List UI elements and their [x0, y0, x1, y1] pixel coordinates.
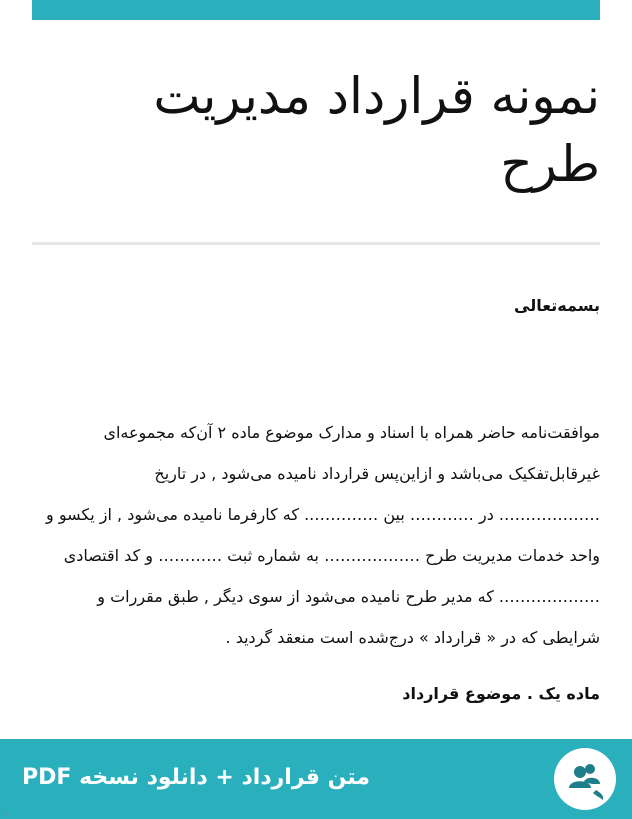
paragraph-line: ………………. در ………… بین ………….. که کارفرما نامیده می‌شود , از یکسو و: [46, 505, 600, 524]
section-heading: ماده یک . موضوع قرارداد: [402, 684, 600, 703]
paragraph-line: شرایطی که در « قرارداد » درج‌شده است منعقد گردید .: [225, 628, 600, 647]
paragraph-line: ………………. که مدیر طرح نامیده می‌شود از سوی دیگر , طبق مقررات و: [97, 587, 600, 606]
top-accent-bar: [32, 0, 600, 20]
paragraph-line: موافقت‌نامه حاضر همراه با اسناد و مدارک موضوع ماده ۲ آن‌که مجموعه‌ای: [103, 423, 600, 442]
title-divider: [32, 242, 600, 245]
users-circle-logo-icon[interactable]: [554, 748, 616, 810]
download-banner-label[interactable]: متن قرارداد + دانلود نسخه PDF: [22, 765, 370, 790]
page-title-line-1: نمونه قرارداد مدیریت: [153, 67, 600, 125]
download-banner[interactable]: [0, 739, 632, 819]
paragraph-line: واحد خدمات مدیریت طرح ……………… به شماره ثبت ………… و کد اقتصادی: [63, 546, 600, 565]
contract-paragraph: [32, 412, 600, 658]
salutation-text: بسمه‌تعالی: [514, 296, 600, 315]
paragraph-line: غیرقابل‌تفکیک می‌باشد و ازاین‌پس قرارداد نامیده می‌شود , در تاریخ: [154, 464, 600, 483]
corner-mark: ر: [4, 806, 9, 816]
page-title-line-2: طرح: [500, 135, 600, 193]
page-title: [32, 62, 600, 198]
